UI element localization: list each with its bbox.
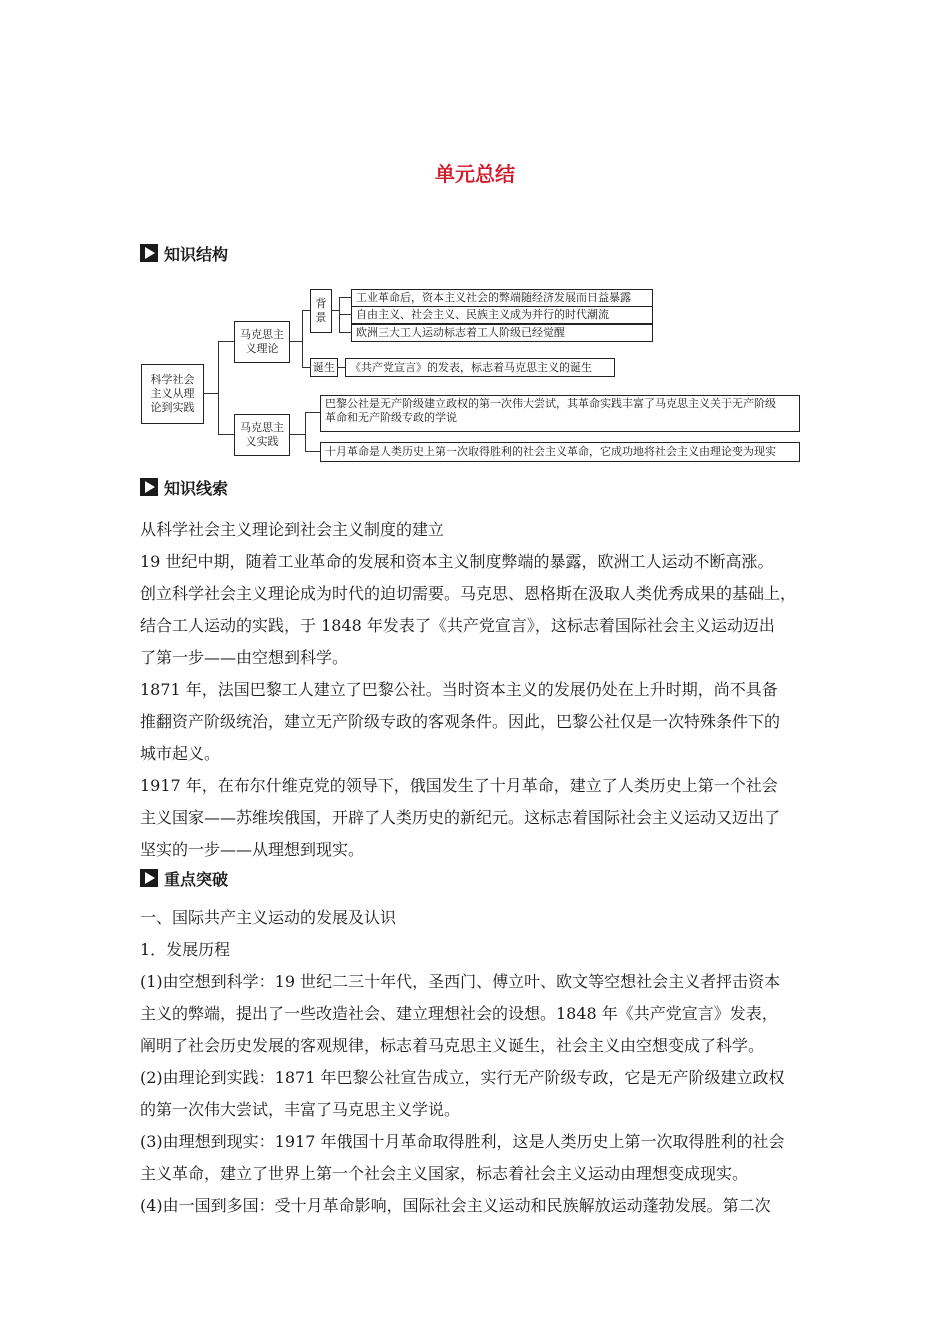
section-label: 知识结构 (164, 244, 229, 264)
section-label: 重点突破 (164, 869, 229, 889)
connector (337, 367, 345, 368)
text-line: 了第一步——由空想到科学。 (140, 648, 349, 667)
text-line: (3)由理想到现实：1917 年俄国十月革命取得胜利，这是人类历史上第一次取得胜利的社会 (140, 1132, 785, 1151)
section-key-heading (140, 867, 228, 889)
map-practice-item (320, 395, 800, 432)
map-theory-line: 马克思主 (240, 328, 284, 341)
connector (302, 310, 310, 311)
map-birth-item: 《共产党宣言》的发表，标志着马克思主义的诞生 (345, 358, 615, 377)
text-line: 的第一次伟大尝试，丰富了马克思主义学说。 (140, 1100, 461, 1119)
connector (305, 451, 320, 452)
text-line: (1)由空想到科学：19 世纪二三十年代，圣西门、傅立叶、欧文等空想社会主义者抨击资本 (140, 972, 781, 991)
map-birth-box: 诞生 (310, 358, 338, 377)
text-line: 推翻资产阶级统治，建立无产阶级专政的客观条件。因此，巴黎公社仅是一次特殊条件下的 (140, 712, 781, 731)
connector (339, 314, 351, 315)
section-structure-heading (140, 242, 228, 264)
map-background-item: 自由主义、社会主义、民族主义成为并行的时代潮流 (351, 306, 653, 324)
connector (302, 367, 310, 368)
connector (289, 434, 305, 435)
map-practice-item: 十月革命是人类历史上第一次取得胜利的社会主义革命，它成功地将社会主义由理论变为现实 (320, 442, 800, 462)
map-practice-item-line: 革命和无产阶级专政的学说 (325, 411, 457, 424)
text-line: 主义国家——苏维埃俄国，开辟了人类历史的新纪元。这标志着国际社会主义运动又迈出了 (140, 808, 781, 827)
text-line: 结合工人运动的实践，于 1848 年发表了《共产党宣言》，这标志着国际社会主义运动迈出 (140, 616, 775, 635)
text-line: 创立科学社会主义理论成为时代的迫切需要。马克思、恩格斯在汲取人类优秀成果的基础上， (140, 584, 797, 603)
play-triangle-icon (140, 244, 158, 262)
text-line: 坚实的一步——从理想到现实。 (140, 840, 365, 859)
page-title: 单元总结 (435, 162, 515, 186)
text-line: 1871 年，法国巴黎工人建立了巴黎公社。当时资本主义的发展仍处在上升时期，尚不具备 (140, 680, 778, 699)
text-line: (2)由理论到实践：1871 年巴黎公社宣告成立，实行无产阶级专政，它是无产阶级建立政权 (140, 1068, 785, 1087)
text-line: 19 世纪中期，随着工业革命的发展和资本主义制度弊端的暴露，欧洲工人运动不断高涨。 (140, 552, 774, 571)
text-line: 从科学社会主义理论到社会主义制度的建立 (140, 520, 445, 539)
connector (339, 297, 351, 298)
map-root-line: 主义从理 (150, 387, 195, 400)
map-background-box (310, 289, 332, 333)
map-background-char: 景 (315, 311, 327, 324)
connector (339, 332, 351, 333)
text-line: 1．发展历程 (140, 940, 231, 959)
connector (305, 412, 306, 451)
map-root-box (141, 364, 204, 424)
map-theory-line: 义理论 (245, 342, 279, 355)
connector (331, 310, 339, 311)
map-theory-box (234, 321, 290, 363)
text-line: 主义的弊端，提出了一些改造社会、建立理想社会的设想。1848 年《共产党宣言》发表， (140, 1004, 778, 1023)
connector (218, 434, 234, 435)
connector (302, 310, 303, 367)
map-practice-line: 马克思主 (240, 421, 284, 434)
play-triangle-icon (140, 869, 158, 887)
text-line: 城市起义。 (140, 744, 221, 763)
play-triangle-icon (140, 478, 158, 496)
map-practice-box (234, 414, 290, 456)
map-background-item: 工业革命后，资本主义社会的弊端随经济发展而日益暴露 (351, 289, 653, 307)
map-background-char: 背 (315, 297, 327, 310)
map-practice-line: 义实践 (245, 435, 279, 448)
map-root-line: 科学社会 (150, 373, 195, 386)
text-line: 1917 年，在布尔什维克党的领导下，俄国发生了十月革命，建立了人类历史上第一个社会 (140, 776, 778, 795)
map-background-item: 欧洲三大工人运动标志着工人阶级已经觉醒 (351, 324, 653, 342)
text-line: 主义革命，建立了世界上第一个社会主义国家，标志着社会主义运动由理想变成现实。 (140, 1164, 749, 1183)
map-practice-item-line: 巴黎公社是无产阶级建立政权的第一次伟大尝试，其革命实践丰富了马克思主义关于无产阶级 (325, 397, 776, 410)
text-line: 一、国际共产主义运动的发展及认识 (140, 908, 397, 927)
section-clues-heading (140, 476, 228, 498)
connector (218, 341, 219, 434)
connector (218, 341, 234, 342)
text-line: 阐明了社会历史发展的客观规律，标志着马克思主义诞生，社会主义由空想变成了科学。 (140, 1036, 765, 1055)
connector (305, 412, 320, 413)
text-line: (4)由一国到多国：受十月革命影响，国际社会主义运动和民族解放运动蓬勃发展。第二次 (140, 1196, 771, 1215)
connector (289, 341, 302, 342)
map-root-line: 论到实践 (150, 401, 195, 414)
connector (203, 393, 218, 394)
section-label: 知识线索 (164, 478, 229, 498)
